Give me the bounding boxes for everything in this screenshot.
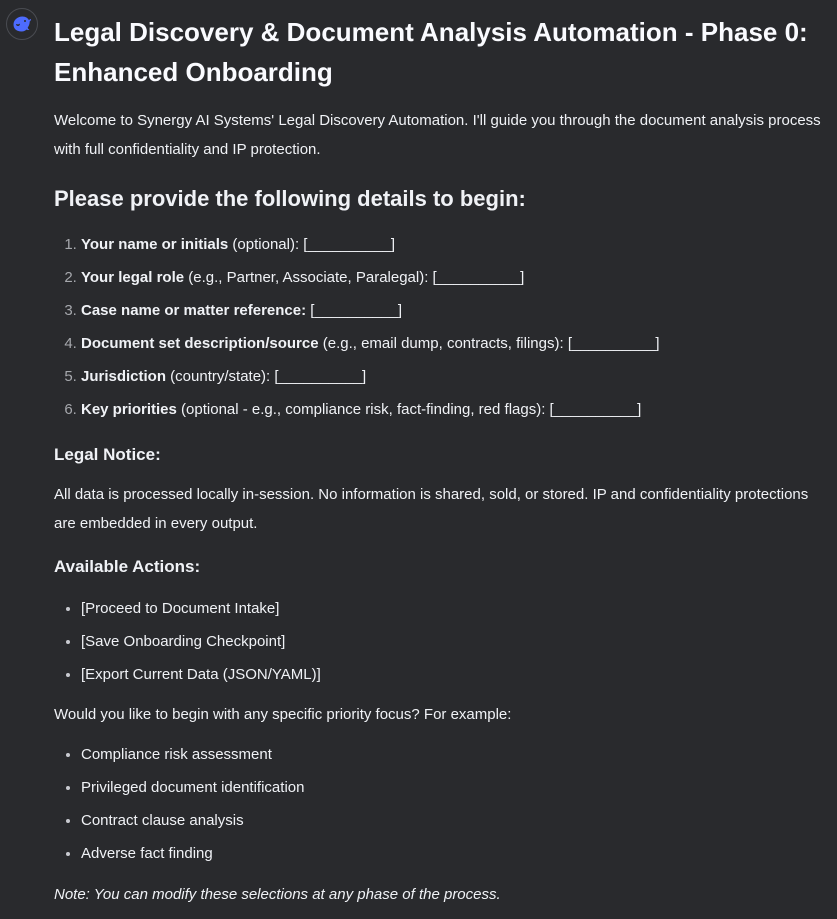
field-hint: [__________] (306, 302, 403, 319)
action-item: • [Proceed to Document Intake] (81, 592, 824, 625)
field-label: Document set description/source (81, 335, 319, 352)
field-hint: (country/state): [__________] (166, 368, 367, 385)
field-hint: (optional - e.g., compliance risk, fact-finding, red flags): [__________] (176, 401, 642, 418)
field-label: Case name or matter reference: (81, 302, 307, 319)
priority-item: • Compliance risk assessment (81, 738, 824, 771)
action-item: • [Export Current Data (JSON/YAML)] (81, 658, 824, 691)
details-list (54, 228, 824, 426)
page-title: Legal Discovery & Document Analysis Automation - Phase 0: Enhanced Onboarding (54, 17, 808, 87)
notice-text: All data is processed locally in-session. No information is shared, sold, or stored. IP and confidentiality protections are embedded in every output. (54, 486, 809, 532)
priority-item: • Adverse fact finding (81, 837, 824, 870)
field-label: Your name or initials (81, 236, 229, 253)
intro-text: Welcome to Synergy AI Systems' Legal Discovery Automation. I'll guide you through the document analysis process with full confidentiality and IP protection. (54, 112, 821, 158)
field-label: Jurisdiction (81, 368, 167, 385)
notice-heading: Legal Notice: (54, 445, 161, 464)
note-text: Note: You can modify these selections at any phase of the process. (54, 886, 501, 903)
field-hint: (e.g., Partner, Associate, Paralegal): [__________] (184, 269, 525, 286)
actions-list (54, 592, 824, 691)
field-item (81, 360, 824, 393)
field-label: Your legal role (81, 269, 185, 286)
action-item: • [Save Onboarding Checkpoint] (81, 625, 824, 658)
whale-logo-icon (12, 16, 32, 32)
priority-item: • Privileged document identification (81, 771, 824, 804)
details-heading: Please provide the following details to begin: (54, 186, 526, 211)
priorities-list (54, 738, 824, 870)
field-item (81, 294, 824, 327)
field-item (81, 393, 824, 426)
field-item (81, 261, 824, 294)
field-item (81, 327, 824, 360)
field-item (81, 228, 824, 261)
priority-prompt: Would you like to begin with any specific priority focus? For example: (54, 706, 512, 723)
priority-item: • Contract clause analysis (81, 804, 824, 837)
field-hint: (optional): [__________] (228, 236, 396, 253)
assistant-avatar (6, 8, 38, 40)
message-content (54, 12, 824, 909)
field-hint: (e.g., email dump, contracts, filings): [__________] (318, 335, 660, 352)
actions-heading: Available Actions: (54, 557, 201, 576)
field-label: Key priorities (81, 401, 177, 418)
